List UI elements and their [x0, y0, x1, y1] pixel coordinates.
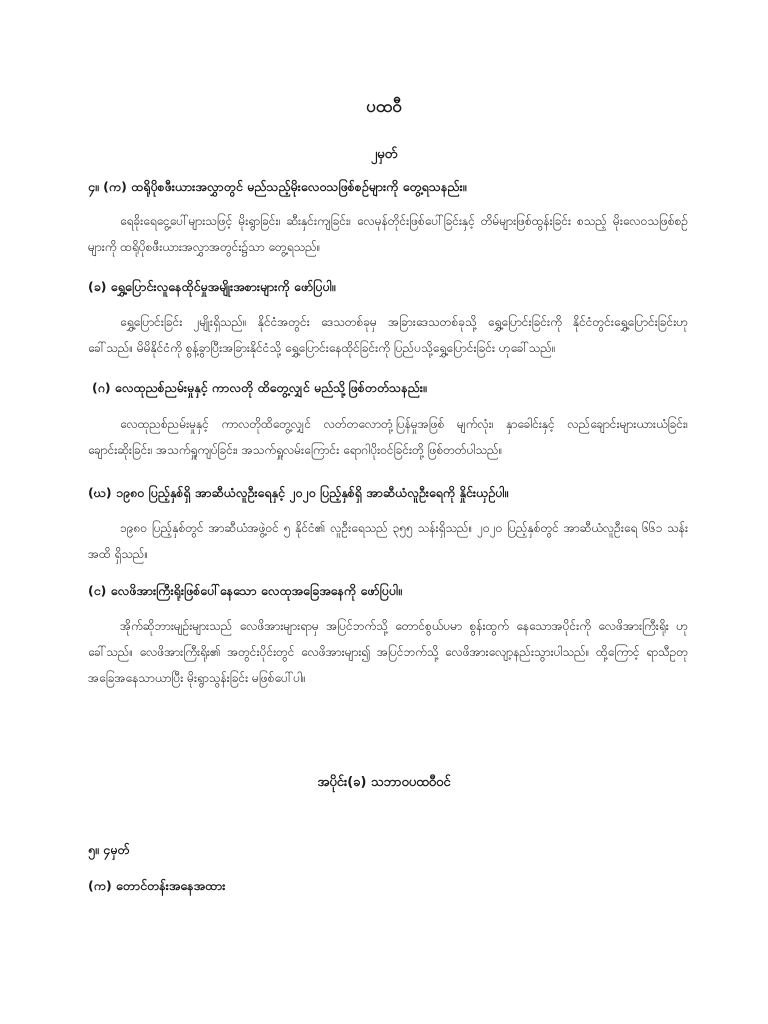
question-5a: (က) တောင်တန်းအနေအထား — [88, 878, 226, 893]
answer-4d: ၁၉၈၀ ပြည့်နှစ်တွင် အာဆီယံအဖွဲ့ဝင် ၅ နိုင်ငံ၏ လူဦးရေသည် ၃၅၅ သန်းရှိသည်။ ၂၀၂၀ ပြည့်နှစ်တွင် အာဆီယံလူဦးရေ ၆၆၁ သန်းအထိ ရှိသည်။ — [88, 521, 688, 561]
question-4a: ၄။ (က) ထရိုပိုစဖီးယားအလွှာတွင် မည်သည့်မိုးလေဝသဖြစ်စဉ်များကို တွေ့ရသနည်း။ — [88, 179, 467, 194]
marks-label: ၂မှတ် — [370, 147, 398, 162]
question-4c: (ဂ) လေထုညစ်ညမ်းမှုနှင့် ကာလတို ထိတွေ့လျှင် မည်သို့ဖြစ်တတ်သနည်း။ — [92, 380, 427, 395]
question-4e: (င) လေဖိအားကြီးရိုးဖြစ်ပေါ်နေသော လေထုအခြေအနေကို ဖော်ပြပါ။ — [88, 583, 402, 598]
answer-4e: အိုက်ဆိုဘားမျဉ်းများသည် လေဖိအားများရာမှ အပြင်ဘက်သို့ တောင်စွယ်ပမာ စွန်းထွက် နေသောအပိုင်းကို လေဖိအားကြီးရိုး ဟုခေါ်သည်။ လေဖိအားကြီးရိုး၏ အတွင်းပိုင်းတွင် လေဖိအားများ၍ အပြင်ဘက်သို့ လေဖိအားလျော့နည်းသွားပါသည်။ ထို့ကြောင့် ရာသီဥတု အခြေအနေသာယာပြီး မိုးရွာသွန်းခြင်း မဖြစ်ပေါ်ပါ။ — [88, 619, 688, 685]
answer-4a: ရေခိုးရေငွေ့ပေါ်များသဖြင့် မိုးရွာခြင်း၊ ဆီးနှင်းကျခြင်း၊ လေမုန်တိုင်းဖြစ်ပေါ်ခြင်းနှင့် တိမ်များဖြစ်ထွန်းခြင်း စသည့် မိုးလေဝသဖြစ်စဉ်များကို ထရိုပိုစဖီးယားအလွှာအတွင်း၌သာ တွေ့ရသည်။ — [88, 214, 688, 254]
answer-4b: ရွှေ့ပြောင်းခြင်း ၂မျိုးရှိသည်။ နိုင်ငံအတွင်း ဒေသတစ်ခုမှ အခြားဒေသတစ်ခုသို့ ရွှေ့ပြောင်းခြင်းကို နိုင်ငံတွင်းရွှေ့ပြောင်းခြင်းဟု ခေါ်သည်။ မိမိနိုင်ငံကို စွန့်ခွာပြီးအခြားနိုင်ငံသို့ ရွှေ့ပြောင်းနေထိုင်ခြင်းကို ပြည်ပသို့ရွှေ့ပြောင်းခြင်း ဟုခေါ်သည်။ — [88, 315, 688, 355]
answer-4c: လေထုညစ်ညမ်းမှုနှင့် ကာလတိုထိတွေ့လျှင် လတ်တလောတုံ့ပြန်မှုအဖြစ် မျက်လုံး၊ နှာခေါင်းနှင့် လည်ချောင်းများယားယံခြင်း၊ ချောင်းဆိုးခြင်း၊ အသက်ရှူကျပ်ခြင်း၊ အသက်ရှူလမ်းကြောင်း ရောဂါပိုးဝင်ခြင်းတို့ ဖြစ်တတ်ပါသည်။ — [88, 417, 688, 457]
page-title: ပထဝီ — [366, 97, 402, 117]
question-4d: (ဃ) ၁၉၈၀ ပြည့်နှစ်ရှိ အာဆီယံလူဦးရေနှင့် ၂၀၂၀ ပြည့်နှစ်ရှိ အာဆီယံလူဦးရေကို နှိုင်းယှဉ်ပါ။ — [88, 485, 509, 500]
question-5: ၅။ ၄မှတ် — [88, 842, 130, 857]
question-4b: (ခ) ရွှေ့ပြောင်းလူနေထိုင်မှုအမျိုးအစားများကို ဖော်ပြပါ။ — [88, 279, 336, 294]
section-heading: အပိုင်း(ခ) သဘာဝပထဝီဝင် — [317, 775, 451, 790]
